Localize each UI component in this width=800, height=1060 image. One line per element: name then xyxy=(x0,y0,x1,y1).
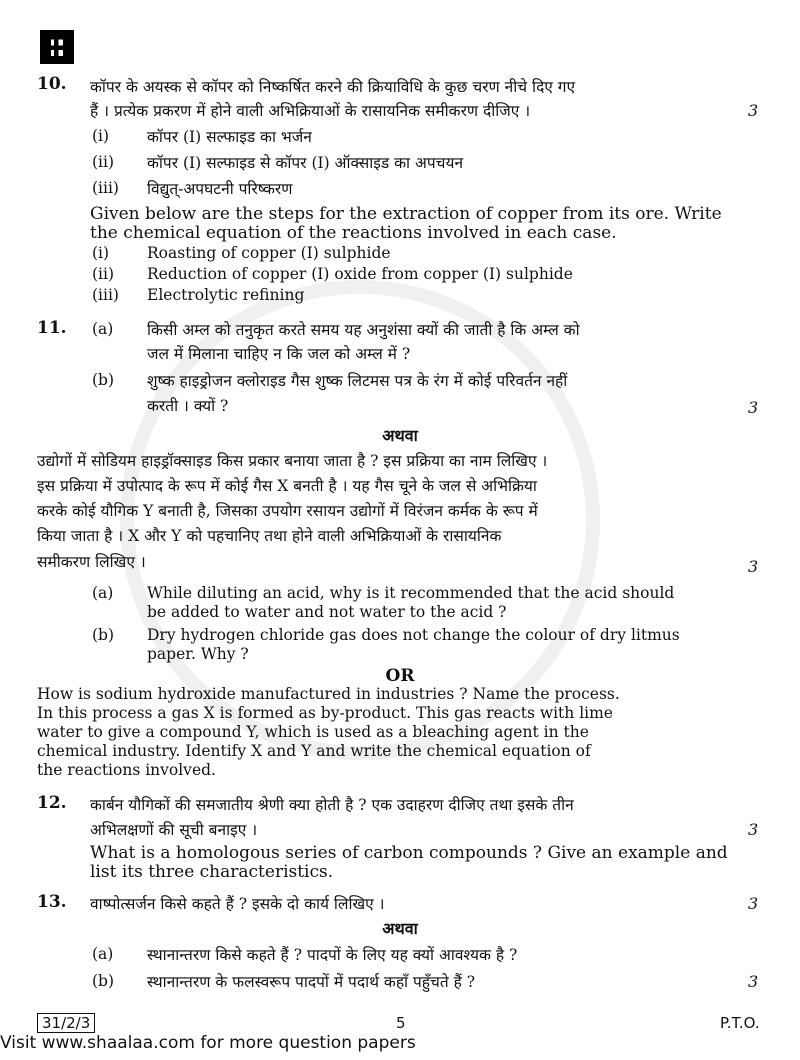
visit-link[interactable]: Visit www.shaalaa.com for more question papers xyxy=(0,1033,416,1053)
q11-english-a-line2: be added to water and not water to the acid ? xyxy=(147,603,507,621)
q11-or-english-line2: In this process a gas X is formed as by-product. This gas reacts with lime xyxy=(37,704,613,722)
paper-code: 31/2/3 xyxy=(37,1013,95,1033)
q11-hindi-b-line1: शुष्क हाइड्रोजन क्लोराइड गैस शुष्क लिटमस पत्र के रंग में कोई परिवर्तन नहीं xyxy=(147,372,568,390)
q10-english-line2: the chemical equation of the reactions involved in each case. xyxy=(90,223,617,243)
q12-english-line1: What is a homologous series of carbon compounds ? Give an example and xyxy=(90,843,728,863)
q10-english-item: Reduction of copper (I) oxide from copper (I) sulphide xyxy=(147,265,573,283)
q10-english-item: Electrolytic refining xyxy=(147,286,305,304)
q11-hindi-b-line2: करती । क्यों ? xyxy=(147,397,229,415)
item-label: (i) xyxy=(92,244,110,262)
item-label: (iii) xyxy=(92,286,119,304)
q12-english-line2: list its three characteristics. xyxy=(90,862,334,882)
item-label: (a) xyxy=(92,584,114,602)
q10-hindi-item: विद्युत्-अपघटनी परिष्करण xyxy=(147,180,293,198)
item-label: (iii) xyxy=(92,179,119,197)
or-separator-hindi: अथवा xyxy=(382,919,418,938)
or-separator: OR xyxy=(385,666,415,686)
item-label: (ii) xyxy=(92,153,115,171)
question-number: 11. xyxy=(37,318,67,338)
q11-english-a-line1: While diluting an acid, why is it recommended that the acid should xyxy=(147,584,675,602)
marks: 3 xyxy=(748,101,759,120)
marks: 3 xyxy=(748,972,759,991)
item-label: (i) xyxy=(92,127,110,145)
q12-hindi-line1: कार्बन यौगिकों की समजातीय श्रेणी क्या होती है ? एक उदाहरण दीजिए तथा इसके तीन xyxy=(90,796,574,814)
q10-english-line1: Given below are the steps for the extraction of copper from its ore. Write xyxy=(90,204,722,224)
pto-label: P.T.O. xyxy=(720,1014,760,1032)
item-label: (b) xyxy=(92,626,115,644)
page-number: 5 xyxy=(396,1014,406,1032)
marks: 3 xyxy=(748,894,759,913)
q11-or-english-line1: How is sodium hydroxide manufactured in industries ? Name the process. xyxy=(37,685,620,703)
q13-hindi-line1: वाष्पोत्सर्जन किसे कहते हैं ? इसके दो कार्य लिखिए । xyxy=(90,895,385,913)
q11-or-hindi-line3: करके कोई यौगिक Y बनाती है, जिसका उपयोग रसायन उद्योगों में विरंजन कर्मक के रूप में xyxy=(37,502,538,520)
q12-hindi-line2: अभिलक्षणों की सूची बनाइए । xyxy=(90,821,258,839)
qr-code-icon xyxy=(40,30,74,64)
question-number: 13. xyxy=(37,892,67,912)
q11-or-hindi-line1: उद्योगों में सोडियम हाइड्रॉक्साइड किस प्रकार बनाया जाता है ? इस प्रक्रिया का नाम लिखिए । xyxy=(37,452,548,470)
q11-or-hindi-line2: इस प्रक्रिया में उपोत्पाद के रूप में कोई गैस X बनती है । यह गैस चूने के जल से अभिक्रिया xyxy=(37,477,537,495)
q10-hindi-line2: हैं । प्रत्येक प्रकरण में होने वाली अभिक्रियाओं के रासायनिक समीकरण दीजिए । xyxy=(90,102,531,120)
marks: 3 xyxy=(748,820,759,839)
question-number: 12. xyxy=(37,793,67,813)
marks: 3 xyxy=(748,557,759,576)
item-label: (b) xyxy=(92,972,115,990)
item-label: (ii) xyxy=(92,265,115,283)
q11-or-hindi-line5: समीकरण लिखिए । xyxy=(37,553,146,571)
item-label: (b) xyxy=(92,371,115,389)
q11-or-english-line4: chemical industry. Identify X and Y and write the chemical equation of xyxy=(37,742,591,760)
q10-hindi-line1: कॉपर के अयस्क से कॉपर को निष्कर्षित करने की क्रियाविधि के कुछ चरण नीचे दिए गए xyxy=(90,78,576,96)
q11-or-english-line5: the reactions involved. xyxy=(37,761,216,779)
q11-hindi-a-line1: किसी अम्ल को तनुकृत करते समय यह अनुशंसा क्यों की जाती है कि अम्ल को xyxy=(147,321,580,339)
q11-hindi-a-line2: जल में मिलाना चाहिए न कि जल को अम्ल में ? xyxy=(147,345,411,363)
q13-hindi-a: स्थानान्तरण किसे कहते हैं ? पादपों के लिए यह क्यों आवश्यक है ? xyxy=(147,946,518,964)
or-separator-hindi: अथवा xyxy=(382,426,418,445)
marks: 3 xyxy=(748,398,759,417)
q10-hindi-item: कॉपर (I) सल्फाइड से कॉपर (I) ऑक्साइड का अपचयन xyxy=(147,154,464,172)
item-label: (a) xyxy=(92,945,114,963)
q11-or-hindi-line4: किया जाता है । X और Y को पहचानिए तथा होने वाली अभिक्रियाओं के रासायनिक xyxy=(37,527,502,545)
q11-or-english-line3: water to give a compound Y, which is used as a bleaching agent in the xyxy=(37,723,589,741)
q13-hindi-b: स्थानान्तरण के फलस्वरूप पादपों में पदार्थ कहाँ पहुँचते हैं ? xyxy=(147,973,476,991)
q10-english-item: Roasting of copper (I) sulphide xyxy=(147,244,391,262)
question-number: 10. xyxy=(37,74,67,94)
q11-english-b-line2: paper. Why ? xyxy=(147,645,249,663)
item-label: (a) xyxy=(92,320,114,338)
q11-english-b-line1: Dry hydrogen chloride gas does not change the colour of dry litmus xyxy=(147,626,680,644)
q10-hindi-item: कॉपर (I) सल्फाइड का भर्जन xyxy=(147,128,312,146)
